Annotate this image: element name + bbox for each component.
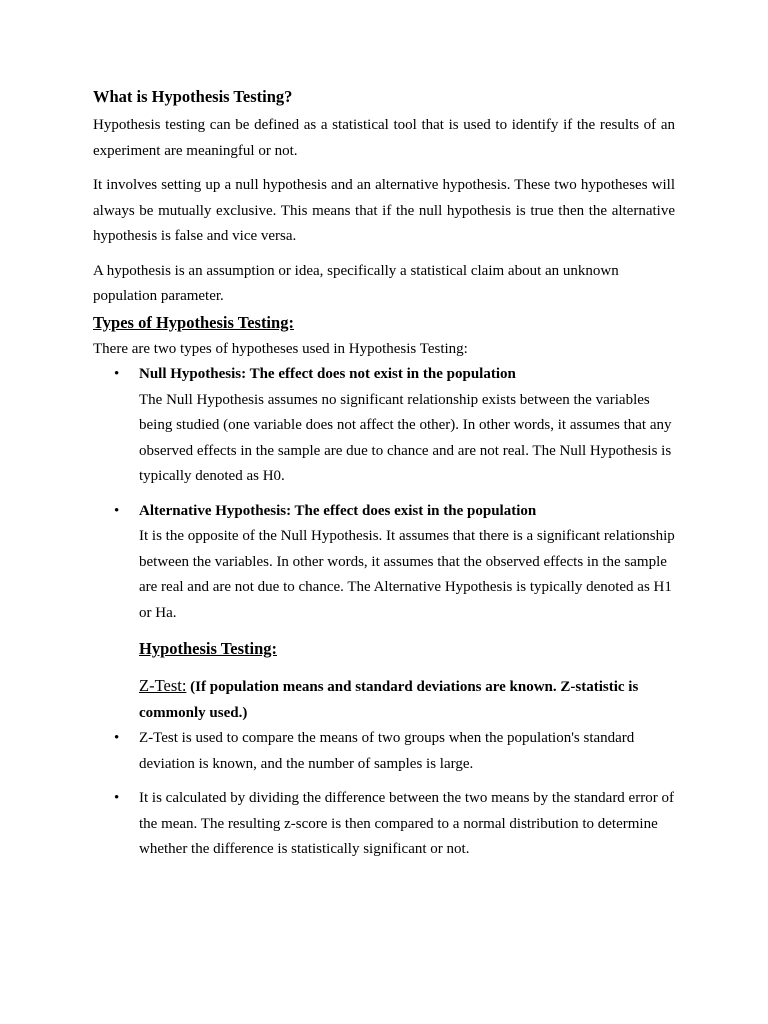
document-body <box>93 86 675 863</box>
ztest-point-text: It is calculated by dividing the difference between the two means by the standard error of the mean. The resulting z-score is then compared to a normal distribution to determine whether the difference is statistically significant or not. <box>139 790 674 857</box>
hypothesis-testing-section <box>93 636 675 726</box>
null-hypothesis-heading: Null Hypothesis: The effect does not exist in the population <box>139 366 516 382</box>
ztest-label: Z-Test: <box>139 676 187 695</box>
bullet-icon: • <box>114 366 120 382</box>
alternative-hypothesis-body: It is the opposite of the Null Hypothesis. It assumes that there is a significant relationship between the variables. In other words, it assumes that the observed effects in the sample are real and are not due to chance. The Alternative Hypothesis is typically denoted as H1 or Ha. <box>139 528 675 621</box>
types-heading: Types of Hypothesis Testing: <box>93 312 294 332</box>
ztest-point-text: Z-Test is used to compare the means of two groups when the population's standard deviation is known, and the number of samples is large. <box>139 730 635 772</box>
ztest-note: (If population means and standard deviations are known. Z-statistic is commonly used.) <box>139 679 639 721</box>
list-item-ztest-point <box>93 786 675 863</box>
bullet-icon: • <box>114 502 120 519</box>
list-item-null-hypothesis <box>93 362 675 490</box>
ztest-points-list <box>93 726 675 863</box>
ztest-heading <box>139 673 675 726</box>
list-item-alternative-hypothesis <box>93 499 675 627</box>
paragraph-definition: Hypothesis testing can be defined as a statistical tool that is used to identify if the results of an experiment are meaningful or not. <box>93 117 675 159</box>
page-title: What is Hypothesis Testing? <box>93 87 293 106</box>
hypothesis-testing-heading: Hypothesis Testing: <box>139 639 277 658</box>
paragraph-null-alternative: It involves setting up a null hypothesis and an alternative hypothesis. These two hypotheses will always be mutually exclusive. This means that if the null hypothesis is true then the alternative hypothesis is false and vice versa. <box>93 177 675 244</box>
list-item-ztest-point <box>93 726 675 777</box>
types-intro: There are two types of hypotheses used in Hypothesis Testing: <box>93 340 468 357</box>
null-hypothesis-body: The Null Hypothesis assumes no significant relationship exists between the variables being studied (one variable does not affect the other). In other words, it assumes that any observed effects in the sample are due to chance and are not real. The Null Hypothesis is typically denoted as H0. <box>139 391 672 484</box>
hypothesis-types-list <box>93 362 675 626</box>
paragraph-assumption: A hypothesis is an assumption or idea, specifically a statistical claim about an unknown population parameter. <box>93 262 619 304</box>
bullet-icon: • <box>114 730 120 746</box>
alternative-hypothesis-heading: Alternative Hypothesis: The effect does exist in the population <box>139 502 537 519</box>
bullet-icon: • <box>114 790 120 806</box>
